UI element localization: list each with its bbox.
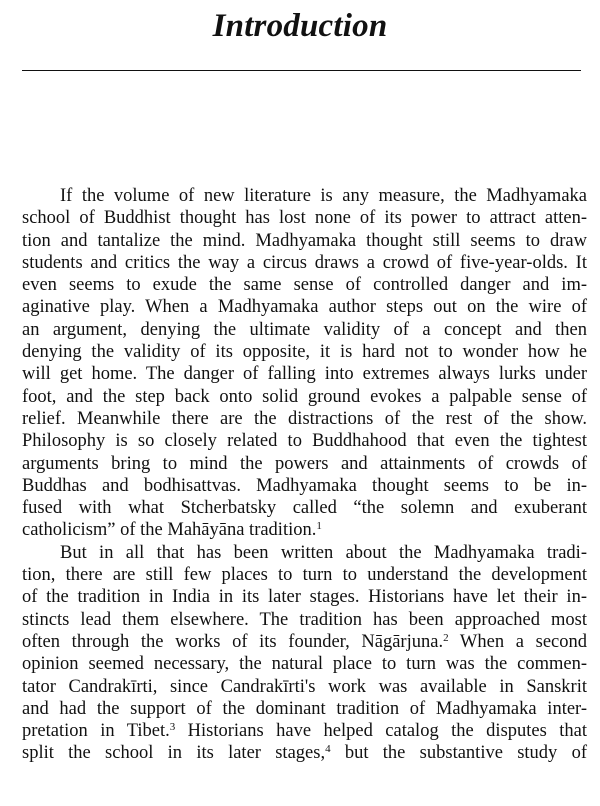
text-line: tion, there are still few places to turn to understand the development	[22, 565, 587, 586]
text-line: Buddhas and bodhisattvas. Madhyamaka thought seems to be in-	[22, 475, 587, 496]
text-line: But in all that has been written about the Madhyamaka tradi-	[60, 542, 587, 563]
text-line: split the school in its later stages,$^4$ but the substantive study of	[22, 743, 588, 764]
text-line: Philosophy is so closely related to Buddhahood that even the tightest	[22, 431, 587, 452]
text-line: an argument, denying the ultimate validity of a concept and then	[22, 319, 587, 340]
chapter-title: Introduction	[212, 8, 388, 44]
body-text	[22, 185, 587, 765]
text-line: students and critics the way a circus draws a crowd of five-year-olds. It	[22, 252, 587, 273]
text-line: tator Candrakīrti, since Candrakīrti's work was available in Sanskrit	[22, 676, 587, 697]
title-rule	[22, 70, 581, 71]
text-line: aginative play. When a Madhyamaka author steps out on the wire of	[22, 297, 587, 318]
text-line: relief. Meanwhile there are the distractions of the rest of the show.	[22, 408, 587, 429]
text-line: pretation in Tibet.$^3$ Historians have helped catalog the disputes that	[22, 721, 587, 742]
text-line: opinion seemed necessary, the natural place to turn was the commen-	[22, 654, 587, 675]
text-line: arguments bring to mind the powers and attainments of crowds of	[22, 453, 587, 474]
text-line: fused with what Stcherbatsky called “the solemn and exuberant	[22, 498, 587, 519]
text-line: will get home. The danger of falling into extremes always lurks under	[22, 364, 587, 385]
footnote-marker: 3	[169, 721, 176, 734]
text-line: denying the validity of its opposite, it is hard not to wonder how he	[22, 342, 587, 363]
footnote-marker: 2	[443, 631, 449, 644]
footnote-marker: 4	[325, 743, 331, 756]
text-line: even seems to exude the same sense of controlled danger and im-	[22, 275, 587, 296]
paragraph-1	[22, 185, 587, 542]
text-line: stincts lead them elsewhere. The tradition has been approached most	[22, 609, 587, 630]
text-line: and had the support of the dominant tradition of Madhyamaka inter-	[22, 698, 587, 719]
text-line: foot, and the step back onto solid ground evokes a palpable sense of	[22, 386, 587, 407]
text-line: If the volume of new literature is any measure, the Madhyamaka	[60, 186, 587, 206]
text-line: school of Buddhist thought has lost none of its power to attract atten-	[22, 208, 587, 229]
text-line: catholicism” of the Mahāyāna tradition.$^1$	[22, 520, 322, 541]
text-line: tion and tantalize the mind. Madhyamaka thought still seems to draw	[22, 230, 587, 251]
text-line: of the tradition in India in its later stages. Historians have let their in-	[22, 587, 587, 608]
text-line: often through the works of its founder, Nāgārjuna.$^2$ When a second	[22, 631, 587, 652]
footnote-marker: 1	[316, 520, 322, 533]
paragraph-2	[22, 542, 587, 765]
